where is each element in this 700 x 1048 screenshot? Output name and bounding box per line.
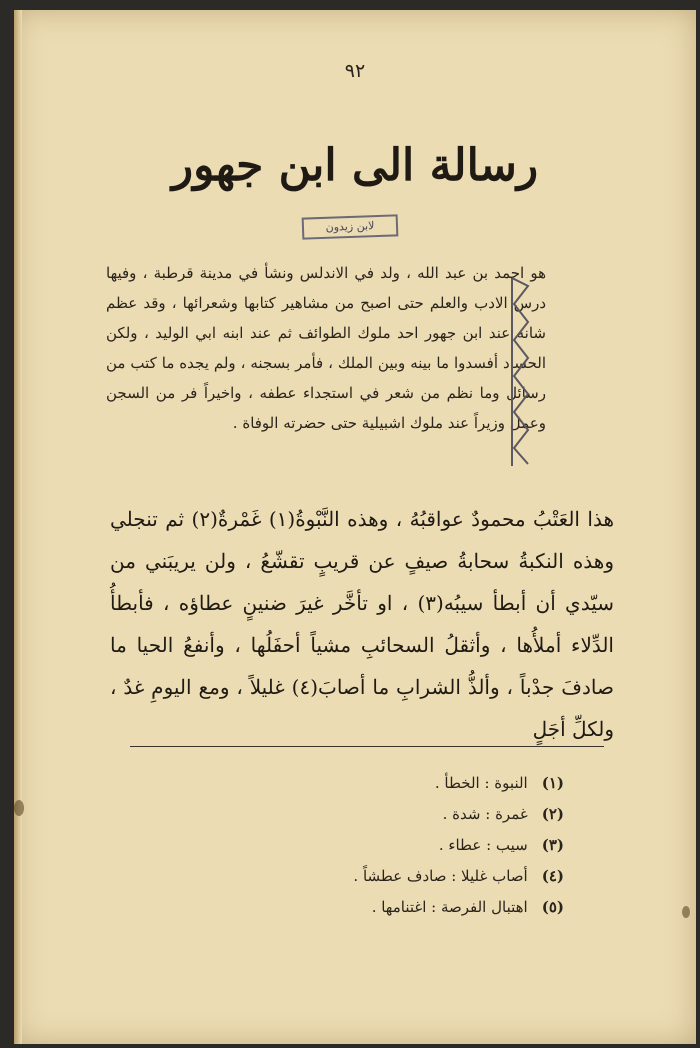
- footnote-text: النبوة : الخطأ .: [434, 774, 528, 792]
- footnote-number: (٤): [541, 867, 564, 885]
- footnote-number: (١): [541, 774, 564, 792]
- footnote-text: سيب : عطاء .: [438, 836, 528, 854]
- letter-body: هذا العَتْبُ محمودٌ عواقبُهُ ، وهذه النَّبْوةُ(١) غَمْرةٌ(٢) ثم تنجلي وهذه النكبةُ سحابةُ صيفٍ عن قريبٍ تقشّعُ ، ولن يريبَني من سيّدي أن أبطأ سيبُه(٣) ، او تأخَّر غيرَ ضنينٍ عطاؤه ، فأبطأُ الدِّلاء أملأُها ، وأثقلُ السحائبِ مشياً أحفَلُها ، وأنفعُ الحيا ما صادفَ جدْباً ، وألذُّ الشرابِ ما أصابَ(٤) غليلاً ، ومع اليومِ غدٌ ، ولكلِّ أجَلٍ: [110, 507, 614, 741]
- author-biography: هو احمد بن عبد الله ، ولد في الاندلس ونشأ في مدينة قرطبة ، وفيها درس الادب والعلم حتى اصبح من مشاهير كتابها وشعرائها ، وقد عظم شانه عند ابن جهور احد ملوك الطوائف ثم عند ابنه ابي الوليد ، ولكن الحساد أفسدوا ما بينه وبين الملك ، فأمر بسجنه ، ولم يجده ما كتب من رسائل وما نظم من شعر في استجداء عطفه ، واخيراً فر من السجن وعمل وزيراً عند ملوك اشبيلية حتى حضرته الوفاة .: [106, 264, 546, 432]
- footnote-text: أصاب غليلا : صادف عطشاً .: [353, 867, 528, 885]
- footnote-number: (٣): [541, 836, 564, 854]
- footnote-item: [353, 892, 564, 923]
- footnotes-list: [353, 768, 564, 923]
- footnote-number: (٥): [541, 898, 564, 916]
- footnote-text: غمرة : شدة .: [442, 805, 528, 823]
- footnote-item: [353, 830, 564, 861]
- footnote-divider: [130, 746, 604, 747]
- footnote-item: [353, 768, 564, 799]
- paper-stain: [682, 906, 690, 918]
- page-number: ٩٢: [344, 60, 366, 82]
- footnote-number: (٢): [541, 805, 564, 823]
- book-page: [14, 10, 696, 1044]
- footnote-item: [353, 799, 564, 830]
- paper-stain: [14, 800, 24, 816]
- author-stamp: لابن زيدون: [302, 214, 399, 239]
- pencil-bracket-mark: [508, 274, 532, 470]
- page-title: رسالة الى ابن جهور: [171, 140, 539, 191]
- footnote-text: اهتبال الفرصة : اغتنامها .: [371, 898, 528, 916]
- footnote-item: [353, 861, 564, 892]
